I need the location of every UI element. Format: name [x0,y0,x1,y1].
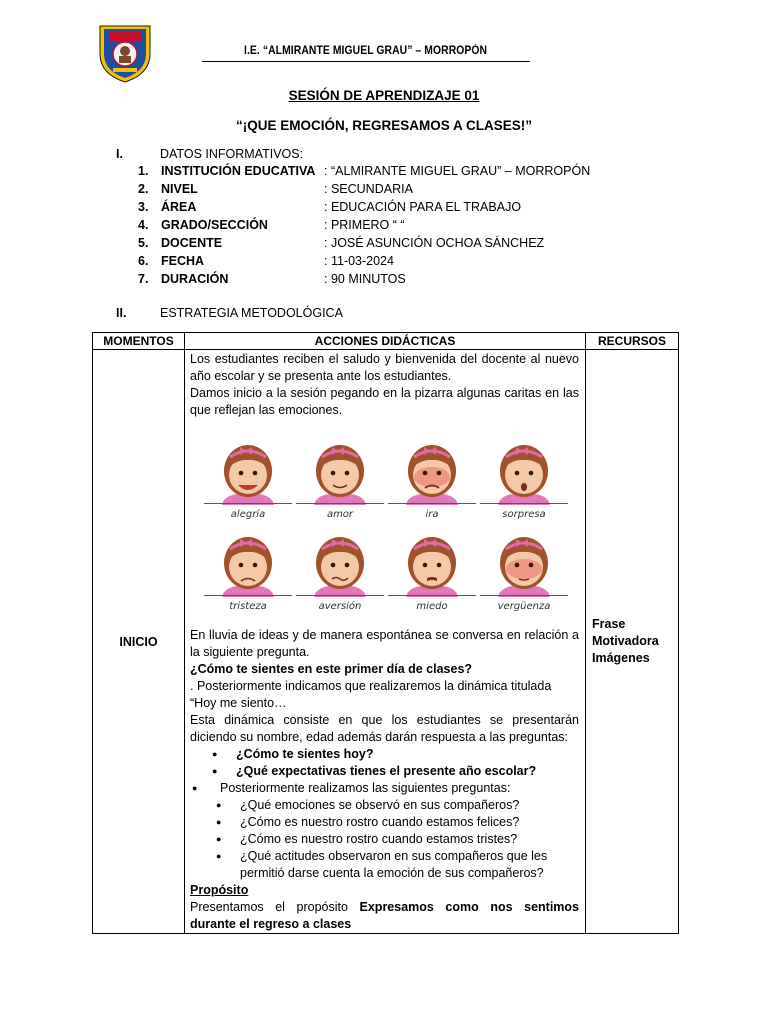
info-value: : PRIMERO “ “ [324,218,405,232]
list-item: ● ¿Qué actitudes observaron en sus compañeros que les permitió darse cuenta la emoción de sus compañeros? [240,848,579,882]
emotion-label: aversión [318,601,362,612]
emotion-label: tristeza [229,601,267,612]
face-baseline [388,595,476,596]
paragraph-brainstorm: En lluvia de ideas y de manera espontánea se conversa en relación a la siguiente pregunta. [190,628,579,659]
purpose-heading: Propósito [190,883,249,897]
bold-question-list [190,746,579,780]
header-recursos: RECURSOS [586,333,679,350]
list-item: ● ¿Cómo es nuestro rostro cuando estamos felices? [240,814,579,831]
session-motto: “¡QUE EMOCIÓN, REGRESAMOS A CLASES!” [235,118,533,133]
girl-face-icon [300,525,380,597]
info-key: INSTITUCIÓN EDUCATIVA [161,164,316,178]
resource-item: Frase [592,617,626,631]
emotion-faces-image [204,433,564,617]
info-number: 4. [138,218,149,232]
paragraph-dynamic-desc: Esta dinámica consiste en que los estudiantes se presentarán diciendo su nombre, edad además darán respuesta a las preguntas: [190,713,579,744]
emotion-face-7 [388,525,476,617]
question-first-day: ¿Cómo te sientes en este primer día de clases? [190,662,473,676]
school-crest-icon [96,20,154,84]
girl-face-icon [392,525,472,597]
girl-face-icon [392,433,472,505]
paragraph-faces-intro: Damos inicio a la sesión pegando en la pizarra algunas caritas en las que reflejan las emociones. [190,386,579,417]
info-value: : SECUNDARIA [324,182,413,196]
resources-cell [586,350,679,934]
strategy-table [92,332,679,934]
girl-face-icon [208,525,288,597]
emotion-face-5 [204,525,292,617]
girl-face-icon [484,433,564,505]
list-item: ● ¿Cómo te sientes hoy? [236,746,579,763]
purpose-paragraph [190,899,579,933]
face-baseline [388,503,476,504]
girl-face-icon [300,433,380,505]
paragraph-followup: ● Posteriormente realizamos las siguientes preguntas: [190,780,579,797]
session-title: SESIÓN DE APRENDIZAJE 01 [288,88,480,103]
paragraph-dynamic: . Posteriormente indicamos que realizaremos la dinámica titulada [190,679,552,693]
list-item: ● ¿Cómo es nuestro rostro cuando estamos tristes? [240,831,579,848]
face-baseline [204,595,292,596]
girl-face-icon [484,525,564,597]
info-key: FECHA [161,254,205,268]
document-header [96,20,536,84]
section-2-label: ESTRATEGIA METODOLÓGICA [160,306,343,320]
info-number: 2. [138,182,149,196]
emotion-face-3 [388,433,476,525]
resource-item: Motivadora [592,634,659,648]
table-row [93,350,679,934]
paragraph-dynamic-title: “Hoy me siento… [190,696,287,710]
emotion-label: miedo [416,601,448,612]
emotion-label: vergüenza [497,601,551,612]
emotion-face-8 [480,525,568,617]
purpose-bold: Expresamos como nos sentimos durante el regreso a clases [190,900,580,931]
actions-cell [185,350,586,934]
face-baseline [296,595,384,596]
emotion-label: amor [326,509,354,520]
info-number: 3. [138,200,149,214]
header-acciones: ACCIONES DIDÁCTICAS [185,333,586,350]
purpose-text: Presentamos el propósito [190,900,360,914]
info-value: : EDUCACIÓN PARA EL TRABAJO [324,200,522,214]
emotion-label: sorpresa [502,509,546,520]
emotion-face-4 [480,433,568,525]
list-item: ● ¿Qué expectativas tienes el presente año escolar? [236,763,579,780]
info-number: 7. [138,272,149,286]
section-2-number: II. [116,306,127,320]
paragraph-welcome: Los estudiantes reciben el saludo y bienvenida del docente al nuevo año escolar y se presenta ante los estudiantes. [190,352,579,383]
info-value: : JOSÉ ASUNCIÓN OCHOA SÁNCHEZ [324,236,545,250]
emotion-faces-grid [204,433,564,617]
info-key: DURACIÓN [161,272,229,286]
emotion-face-2 [296,433,384,525]
face-baseline [204,503,292,504]
info-number: 5. [138,236,149,250]
resource-item: Imágenes [592,651,650,665]
info-value: : 11-03-2024 [324,254,394,268]
face-baseline [480,595,568,596]
info-key: NIVEL [161,182,198,196]
emotion-label: ira [425,509,439,520]
section-1-number: I. [116,147,123,161]
info-key: GRADO/SECCIÓN [161,218,268,232]
sub-question-list [190,797,579,882]
list-item: ● ¿Qué emociones se observó en sus compañeros? [240,797,579,814]
info-value: : “ALMIRANTE MIGUEL GRAU” – MORROPÓN [324,164,591,178]
emotion-face-1 [204,433,292,525]
header-rule [202,61,530,62]
info-key: DOCENTE [161,236,223,250]
face-baseline [296,503,384,504]
face-baseline [480,503,568,504]
header-momentos: MOMENTOS [93,333,185,350]
section-1-label: DATOS INFORMATIVOS: [160,147,304,161]
info-key: ÁREA [161,200,197,214]
info-number: 1. [138,164,149,178]
moment-inicio: INICIO [93,350,185,934]
table-header-row [93,333,679,350]
info-value: : 90 MINUTOS [324,272,406,286]
emotion-label: alegría [230,509,266,520]
girl-face-icon [208,433,288,505]
school-title: I.E. “ALMIRANTE MIGUEL GRAU” – MORROPÓN [244,45,488,57]
emotion-face-6 [296,525,384,617]
info-number: 6. [138,254,149,268]
